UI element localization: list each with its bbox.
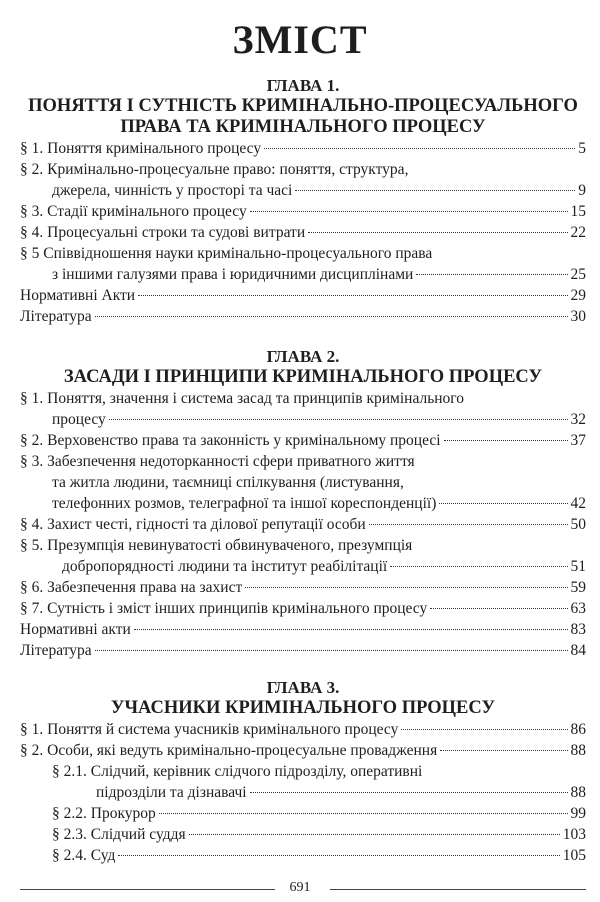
chapter-number: ГЛАВА 2. xyxy=(266,347,340,366)
toc-entry[interactable] xyxy=(20,306,586,327)
toc-entry[interactable] xyxy=(20,719,586,740)
dot-leader xyxy=(308,232,567,233)
entry-text: Література xyxy=(20,642,92,659)
toc-entry[interactable] xyxy=(20,285,586,306)
toc-entry[interactable] xyxy=(20,740,586,761)
dot-leader xyxy=(189,834,560,835)
dot-leader xyxy=(95,316,568,317)
entry-text: добропорядності людини та інститут реабілітації xyxy=(62,558,388,575)
chapter-title-line: ЗАСАДИ І ПРИНЦИПИ КРИМІНАЛЬНОГО ПРОЦЕСУ xyxy=(63,367,543,387)
entry-text: Нормативні акти xyxy=(20,621,131,638)
entry-page: 88 xyxy=(570,742,586,759)
entry-text: § 2.3. Слідчий суддя xyxy=(52,826,186,843)
toc-entry[interactable] xyxy=(20,598,586,619)
entry-text[interactable]: § 3. Забезпечення недоторканності сфери приватного життя xyxy=(20,453,415,470)
entry-text: § 2. Особи, які ведуть кримінально-процесуальне провадження xyxy=(20,742,438,759)
entry-page: 5 xyxy=(578,140,586,157)
dot-leader xyxy=(430,608,567,609)
dot-leader xyxy=(109,419,568,420)
entry-text: Література xyxy=(20,308,92,325)
entry-page: 105 xyxy=(562,847,586,864)
footer-rule-right xyxy=(330,889,586,890)
entry-page: 103 xyxy=(562,826,586,843)
entry-text: § 3. Стадії кримінального процесу xyxy=(20,203,247,220)
dot-leader xyxy=(390,566,567,567)
entry-page: 25 xyxy=(570,266,586,283)
entry-text: § 1. Поняття й система учасників кримінального процесу xyxy=(20,721,399,738)
chapter-number: ГЛАВА 3. xyxy=(266,678,340,697)
entry-page: 51 xyxy=(570,558,586,575)
entry-page: 83 xyxy=(570,621,586,638)
dot-leader xyxy=(264,148,575,149)
page-title: ЗМІСТ xyxy=(232,17,368,62)
entry-text: § 4. Процесуальні строки та судові витрати xyxy=(20,224,306,241)
entry-page: 22 xyxy=(570,224,586,241)
toc-entry[interactable] xyxy=(20,845,586,866)
entry-text: підрозділи та дізнавачі xyxy=(96,784,247,801)
chapter-2 xyxy=(20,347,586,661)
entry-text: § 4. Захист честі, гідності та ділової репутації особи xyxy=(20,516,366,533)
toc-entry[interactable] xyxy=(20,430,586,451)
dot-leader xyxy=(118,855,559,856)
toc-entry[interactable] xyxy=(20,514,586,535)
toc-entry[interactable] xyxy=(20,138,586,159)
toc-entry[interactable] xyxy=(20,264,586,285)
dot-leader xyxy=(444,440,568,441)
entry-page: 84 xyxy=(570,642,586,659)
entry-text: з іншими галузями права і юридичними дисциплінами xyxy=(52,266,414,283)
toc-entry[interactable] xyxy=(20,782,586,803)
entry-text: Нормативні Акти xyxy=(20,287,136,304)
chapter-title-line: ПОНЯТТЯ І СУТНІСТЬ КРИМІНАЛЬНО-ПРОЦЕСУАЛЬНОГО xyxy=(28,96,578,116)
entry-text: джерела, чинність у просторі та часі xyxy=(52,182,293,199)
toc-entry[interactable] xyxy=(20,409,586,430)
entry-text[interactable]: § 5. Презумпція невинуватості обвинуваченого, презумпція xyxy=(20,537,413,554)
chapter-number: ГЛАВА 1. xyxy=(266,76,340,95)
toc-entry[interactable] xyxy=(20,180,586,201)
toc-entry[interactable] xyxy=(20,640,586,661)
entry-text: § 2.4. Суд xyxy=(52,847,116,864)
entry-page: 63 xyxy=(570,600,586,617)
dot-leader xyxy=(440,750,567,751)
dot-leader xyxy=(416,274,567,275)
dot-leader xyxy=(250,792,568,793)
entry-text: телефонних розмов, телеграфної та іншої кореспонденції) xyxy=(52,495,437,512)
chapter-3 xyxy=(20,678,586,866)
dot-leader xyxy=(369,524,568,525)
entry-text[interactable]: та житла людини, таємниці спілкування (листування, xyxy=(52,474,404,491)
toc-entry[interactable] xyxy=(20,619,586,640)
page-number: 691 xyxy=(289,880,311,895)
dot-leader xyxy=(295,190,575,191)
toc-entry[interactable] xyxy=(20,824,586,845)
entry-text: § 1. Поняття кримінального процесу xyxy=(20,140,262,157)
entry-page: 29 xyxy=(570,287,586,304)
toc-entry[interactable] xyxy=(20,556,586,577)
dot-leader xyxy=(134,629,568,630)
entry-page: 30 xyxy=(570,308,586,325)
entry-page: 59 xyxy=(570,579,586,596)
entry-text[interactable]: § 5 Співвідношення науки кримінально-процесуального права xyxy=(20,245,433,262)
entry-page: 99 xyxy=(570,805,586,822)
entry-page: 42 xyxy=(570,495,586,512)
dot-leader xyxy=(439,503,567,504)
entry-text[interactable]: § 2.1. Слідчий, керівник слідчого підрозділу, оперативні xyxy=(52,763,423,780)
chapter-title-line: ПРАВА ТА КРИМІНАЛЬНОГО ПРОЦЕСУ xyxy=(120,117,486,137)
dot-leader xyxy=(95,650,568,651)
toc-entry[interactable] xyxy=(20,803,586,824)
entry-text: § 2.2. Прокурор xyxy=(52,805,156,822)
dot-leader xyxy=(138,295,567,296)
entry-page: 86 xyxy=(570,721,586,738)
dot-leader xyxy=(250,211,568,212)
toc-entry[interactable] xyxy=(20,493,586,514)
entry-page: 50 xyxy=(570,516,586,533)
entry-text: § 6. Забезпечення права на захист xyxy=(20,579,243,596)
dot-leader xyxy=(159,813,568,814)
toc-entry[interactable] xyxy=(20,201,586,222)
entry-page: 9 xyxy=(578,182,586,199)
entry-text: § 7. Сутність і зміст інших принципів кримінального процесу xyxy=(20,600,428,617)
toc-entry[interactable] xyxy=(20,222,586,243)
entry-page: 37 xyxy=(570,432,586,449)
entry-text: § 2. Верховенство права та законність у кримінальному процесі xyxy=(20,432,441,449)
entry-text[interactable]: § 1. Поняття, значення і система засад та принципів кримінального xyxy=(20,390,465,407)
entry-page: 32 xyxy=(570,411,586,428)
dot-leader xyxy=(245,587,567,588)
dot-leader xyxy=(401,729,567,730)
entry-page: 15 xyxy=(570,203,586,220)
chapter-1 xyxy=(20,76,586,327)
toc-entry[interactable] xyxy=(20,577,586,598)
entry-text: процесу xyxy=(52,411,106,428)
entry-page: 88 xyxy=(570,784,586,801)
chapter-title-line: УЧАСНИКИ КРИМІНАЛЬНОГО ПРОЦЕСУ xyxy=(110,698,496,718)
entry-text[interactable]: § 2. Кримінально-процесуальне право: поняття, структура, xyxy=(20,161,409,178)
